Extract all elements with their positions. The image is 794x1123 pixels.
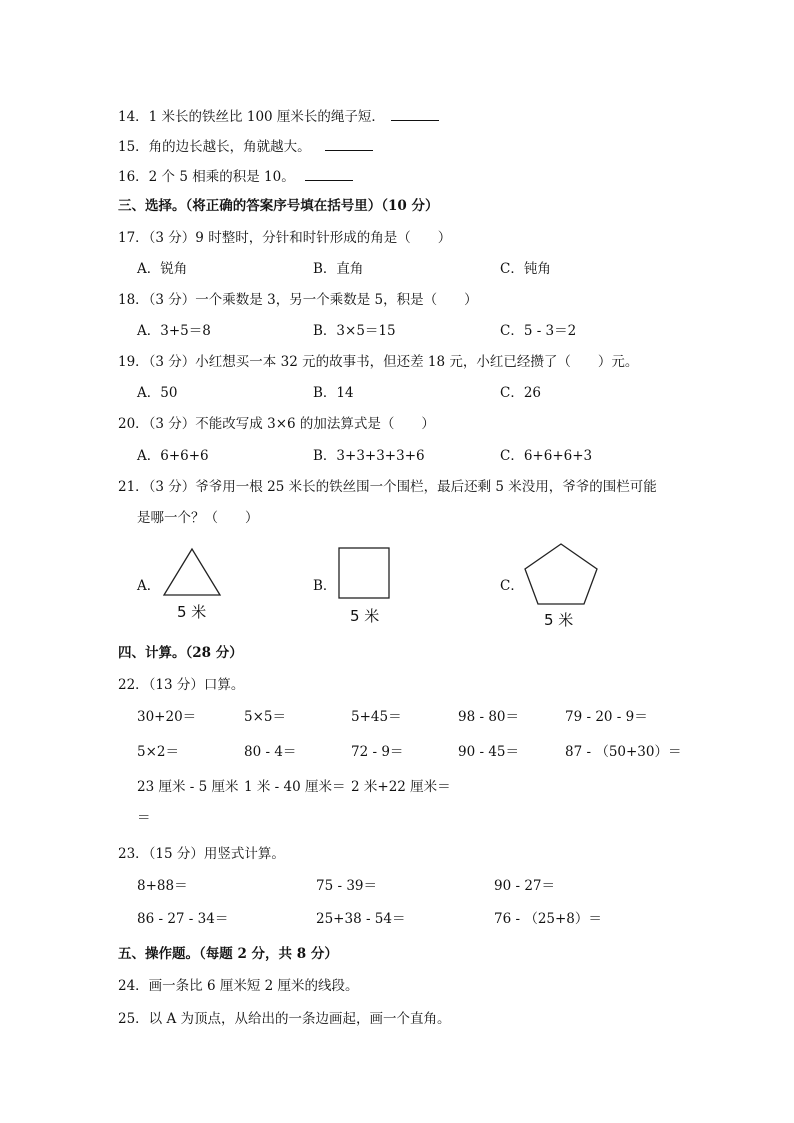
oral-calc-2-2: 80 - 4＝ xyxy=(244,744,297,760)
triangle-side-label: 5 米 xyxy=(177,603,207,621)
question-20-option-c[interactable]: C．6+6+6+3 xyxy=(500,448,593,464)
vertical-calc-1-2: 75 - 39＝ xyxy=(316,878,378,894)
question-23-stem: 23．（15 分）用竖式计算。 xyxy=(118,846,285,862)
square-shape xyxy=(336,545,392,601)
oral-calc-3-2: 1 米 - 40 厘米＝ xyxy=(244,779,346,795)
question-18-option-a[interactable]: A．3+5＝8 xyxy=(137,323,211,339)
question-20-option-b[interactable]: B．3+3+3+3+6 xyxy=(313,448,425,464)
question-24: 24．画一条比 6 厘米短 2 厘米的线段。 xyxy=(118,978,359,994)
question-17-option-c[interactable]: C．钝角 xyxy=(500,261,551,277)
oral-calc-2-4: 90 - 45＝ xyxy=(458,744,520,760)
question-21-stem-line1: 21．（3 分）爷爷用一根 25 米长的铁丝围一个围栏，最后还剩 5 米没用，爷爷的围栏可能 xyxy=(118,479,657,495)
question-16-text: 16．2 个 5 相乘的积是 10。 xyxy=(118,169,295,185)
oral-calc-1-4: 98 - 80＝ xyxy=(458,709,520,725)
question-21-option-b[interactable]: B． xyxy=(313,578,337,594)
question-14 xyxy=(118,106,439,126)
question-18-stem: 18．（3 分）一个乘数是 3，另一个乘数是 5，积是（ ） xyxy=(118,292,478,308)
oral-calc-1-2: 5×5＝ xyxy=(244,709,286,725)
question-19-option-b[interactable]: B．14 xyxy=(313,385,354,401)
vertical-calc-2-2: 25+38 - 54＝ xyxy=(316,911,406,927)
question-19-stem: 19．（3 分）小红想买一本 32 元的故事书，但还差 18 元，小红已经攒了（ ）元。 xyxy=(118,354,639,370)
question-16 xyxy=(118,166,353,186)
oral-calc-1-3: 5+45＝ xyxy=(351,709,402,725)
question-19-option-c[interactable]: C．26 xyxy=(500,385,542,401)
question-17-option-a[interactable]: A．锐角 xyxy=(137,261,188,277)
question-22-stem: 22．（13 分）口算。 xyxy=(118,677,245,693)
oral-calc-1-1: 30+20＝ xyxy=(137,709,197,725)
question-21-option-a[interactable]: A． xyxy=(137,578,161,594)
oral-calc-2-3: 72 - 9＝ xyxy=(351,744,404,760)
question-14-text: 14．1 米长的铁丝比 100 厘米长的绳子短． xyxy=(118,109,385,125)
pentagon-side-label: 5 米 xyxy=(544,611,574,629)
question-20-option-a[interactable]: A．6+6+6 xyxy=(137,448,209,464)
oral-calc-4-1: ＝ xyxy=(137,810,151,826)
question-20-stem: 20．（3 分）不能改写成 3×6 的加法算式是（ ） xyxy=(118,416,435,432)
oral-calc-3-1: 23 厘米 - 5 厘米 xyxy=(137,779,239,795)
question-18-option-b[interactable]: B．3×5＝15 xyxy=(313,323,396,339)
pentagon-shape xyxy=(522,540,600,608)
question-15-text: 15．角的边长越长，角就越大。 xyxy=(118,139,311,155)
section-5-title: 五、操作题。（每题 2 分，共 8 分） xyxy=(118,946,338,962)
answer-blank-15[interactable] xyxy=(325,136,373,151)
triangle-shape xyxy=(161,545,225,601)
vertical-calc-1-1: 8+88＝ xyxy=(137,878,188,894)
answer-blank-14[interactable] xyxy=(391,106,439,121)
question-18-option-c[interactable]: C．5 - 3＝2 xyxy=(500,323,577,339)
question-19-option-a[interactable]: A．50 xyxy=(137,385,178,401)
section-4-title: 四、计算。（28 分） xyxy=(118,645,243,661)
vertical-calc-2-3: 76 - （25+8）＝ xyxy=(494,911,602,927)
question-17-option-b[interactable]: B．直角 xyxy=(313,261,364,277)
oral-calc-2-5: 87 - （50+30）＝ xyxy=(565,744,682,760)
question-17-stem: 17．（3 分）9 时整时，分针和时针形成的角是（ ） xyxy=(118,230,452,246)
answer-blank-16[interactable] xyxy=(305,166,353,181)
question-21-option-c[interactable]: C． xyxy=(500,578,524,594)
vertical-calc-1-3: 90 - 27＝ xyxy=(494,878,556,894)
question-21-stem-line2: 是哪一个？（ ） xyxy=(137,510,259,526)
oral-calc-1-5: 79 - 20 - 9＝ xyxy=(565,709,648,725)
vertical-calc-2-1: 86 - 27 - 34＝ xyxy=(137,911,229,927)
oral-calc-3-3: 2 米+22 厘米＝ xyxy=(351,779,451,795)
square-side-label: 5 米 xyxy=(350,607,380,625)
oral-calc-2-1: 5×2＝ xyxy=(137,744,179,760)
question-15 xyxy=(118,136,373,156)
question-25: 25．以 A 为顶点，从给出的一条边画起，画一个直角。 xyxy=(118,1011,451,1027)
section-3-title: 三、选择。（将正确的答案序号填在括号里）（10 分） xyxy=(118,198,439,214)
